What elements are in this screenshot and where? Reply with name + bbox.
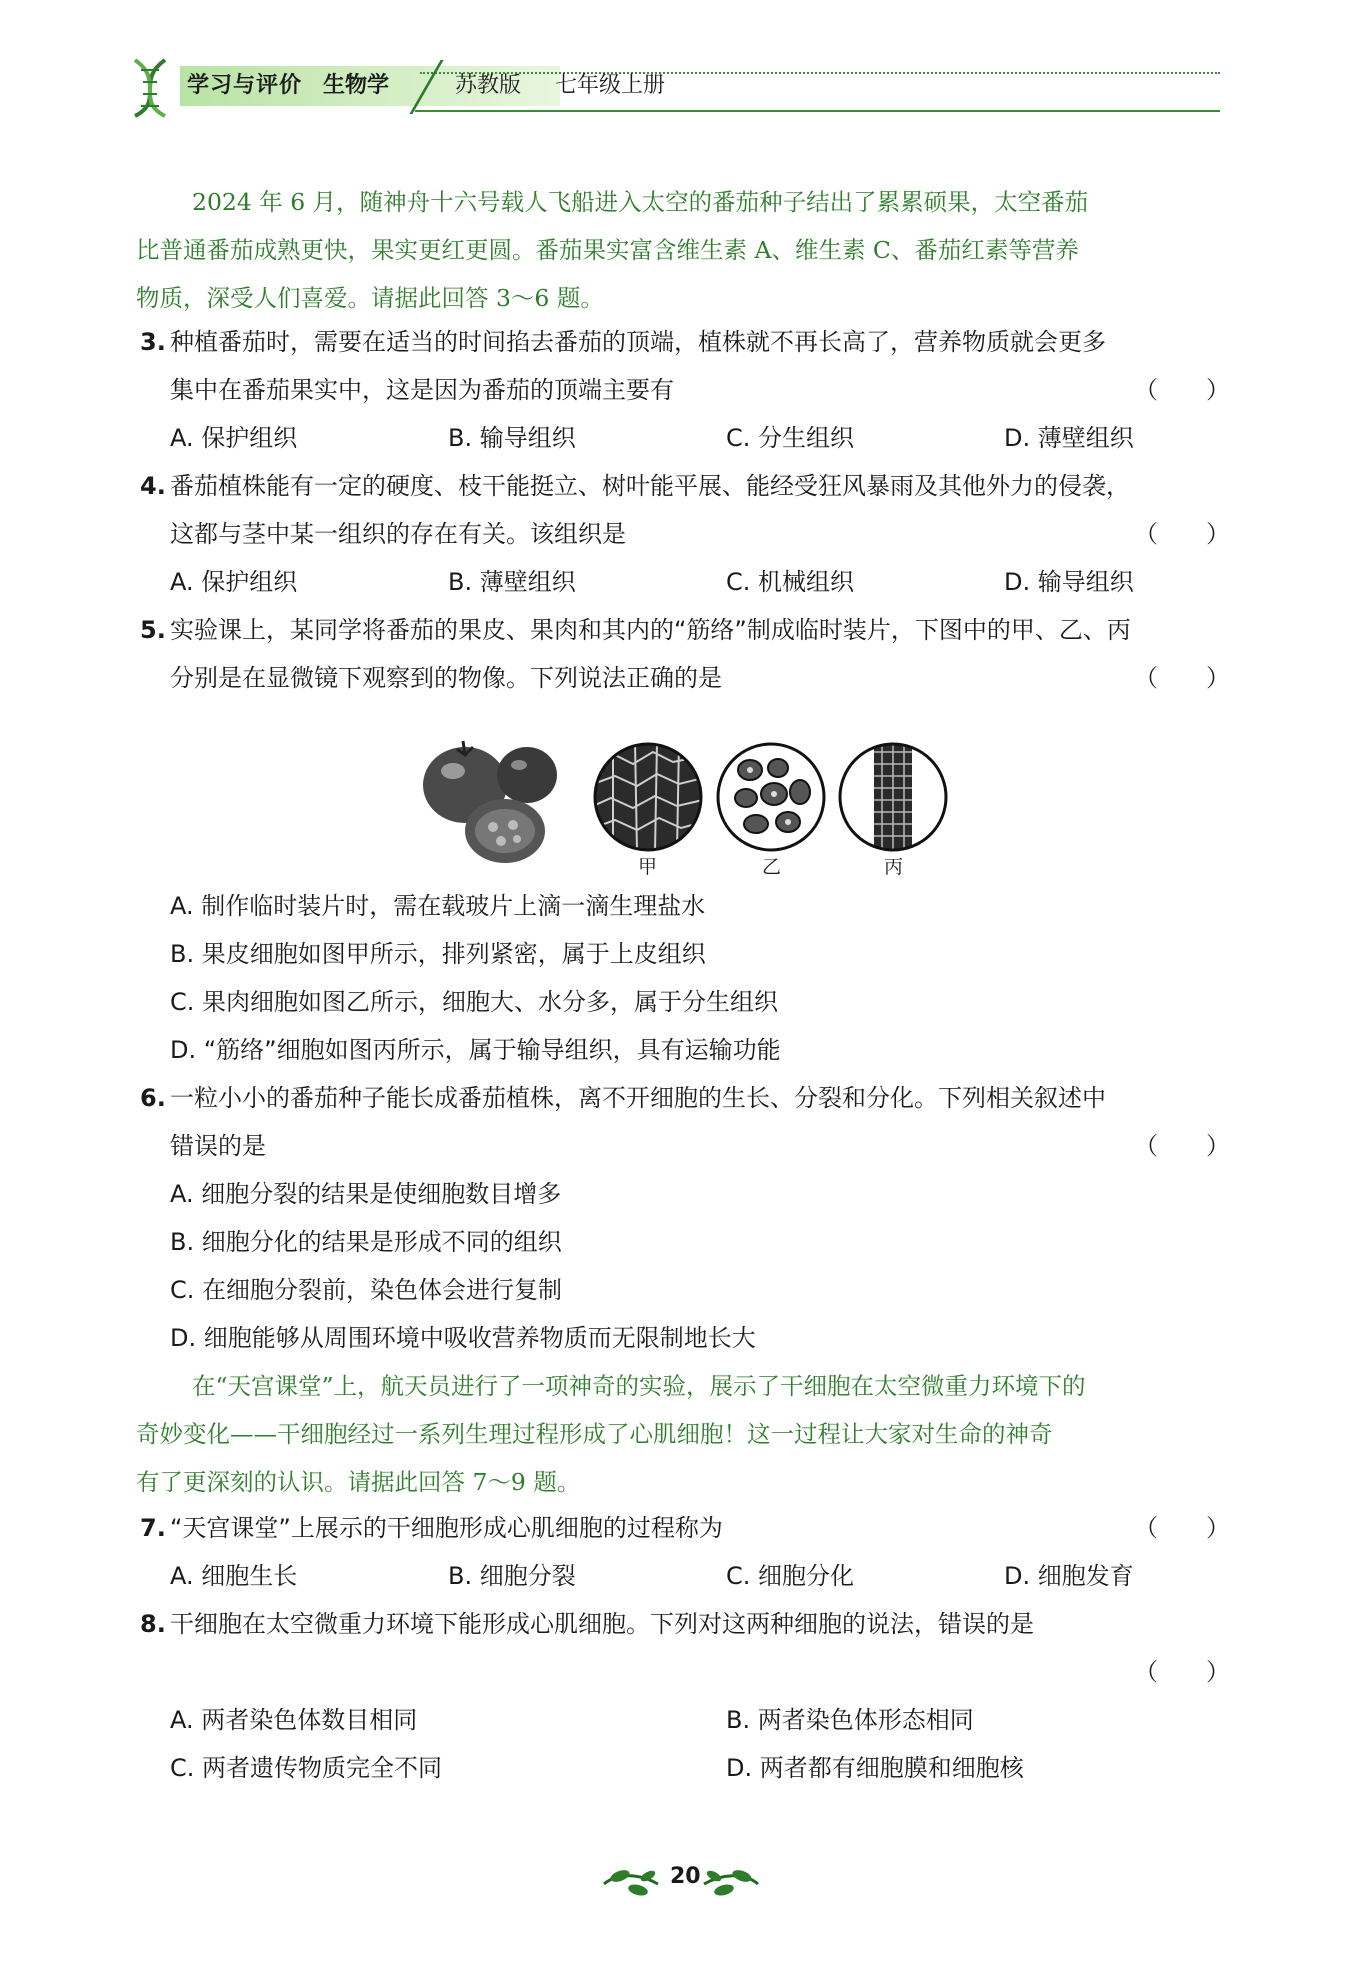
option-a[interactable]: A. 保护组织	[170, 424, 298, 452]
passage-line: 奇妙变化——干细胞经过一系列生理过程形成了心肌细胞！这一过程让大家对生命的神奇	[136, 1420, 1053, 1448]
options-7	[170, 1552, 1230, 1600]
option-d[interactable]: D. “筋络”细胞如图丙所示，属于输导组织，具有运输功能	[170, 1036, 781, 1064]
option-d[interactable]: D. 两者都有细胞膜和细胞核	[726, 1754, 1024, 1782]
edition-label: 苏教版	[455, 73, 522, 98]
option-d[interactable]: D. 输导组织	[1004, 568, 1134, 596]
passage-line: 在“天宫课堂”上，航天员进行了一项神奇的实验，展示了干细胞在太空微重力环境下的	[192, 1372, 1086, 1400]
question-number: 8.	[140, 1610, 166, 1638]
passage-line: 2024 年 6 月，随神舟十六号载人飞船进入太空的番茄种子结出了累累硕果，太空番茄	[192, 188, 1089, 216]
option-a[interactable]: A. 细胞分裂的结果是使细胞数目增多	[170, 1180, 562, 1208]
dna-helix-icon	[125, 56, 177, 118]
leaf-ornament-left-icon	[600, 1866, 662, 1896]
option-c[interactable]: C. 机械组织	[726, 568, 855, 596]
option-d[interactable]: D. 细胞发育	[1004, 1562, 1134, 1590]
option-c[interactable]: C. 在细胞分裂前，染色体会进行复制	[170, 1276, 563, 1304]
question-stem: “天宫课堂”上展示的干细胞形成心肌细胞的过程称为	[170, 1514, 723, 1542]
figure-label-jia: 甲	[638, 856, 658, 878]
option-b[interactable]: B. 细胞分化的结果是形成不同的组织	[170, 1228, 562, 1256]
figure-jia-epidermis	[593, 742, 703, 852]
question-number: 3.	[140, 328, 166, 356]
option-b[interactable]: B. 两者染色体形态相同	[726, 1706, 974, 1734]
page-footer	[600, 1860, 760, 1900]
passage-line: 物质，深受人们喜爱。请据此回答 3～6 题。	[136, 284, 604, 312]
subject-label: 生物学	[323, 73, 390, 98]
page-number: 20	[670, 1864, 701, 1889]
answer-bracket[interactable]: （ ）	[1134, 664, 1230, 692]
figure-bing-vessels	[838, 742, 948, 852]
question-number: 5.	[140, 616, 166, 644]
header-rule	[415, 110, 1220, 112]
answer-bracket[interactable]: （ ）	[1134, 1132, 1230, 1160]
question-stem: 种植番茄时，需要在适当的时间掐去番茄的顶端，植株就不再长高了，营养物质就会更多	[170, 328, 1106, 356]
question-8	[140, 1600, 1230, 1686]
grade-label: 七年级上册	[555, 73, 666, 98]
question-7	[140, 1504, 1230, 1552]
options-3	[170, 414, 1230, 462]
answer-bracket[interactable]: （ ）	[1134, 376, 1230, 404]
option-a[interactable]: A. 两者染色体数目相同	[170, 1706, 418, 1734]
answer-bracket[interactable]: （ ）	[1134, 1514, 1230, 1542]
option-b[interactable]: B. 果皮细胞如图甲所示，排列紧密，属于上皮组织	[170, 940, 706, 968]
answer-bracket[interactable]: （ ）	[1134, 1658, 1230, 1686]
page-header	[125, 52, 1225, 122]
option-d[interactable]: D. 细胞能够从周围环境中吸收营养物质而无限制地长大	[170, 1324, 756, 1352]
option-a[interactable]: A. 细胞生长	[170, 1562, 298, 1590]
option-b[interactable]: B. 细胞分裂	[448, 1562, 576, 1590]
question-5	[140, 606, 1230, 702]
question-3	[140, 318, 1230, 414]
question-number: 4.	[140, 472, 166, 500]
passage-line: 比普通番茄成熟更快，果实更红更圆。番茄果实富含维生素 A、维生素 C、番茄红素等营养	[136, 236, 1079, 264]
answer-bracket[interactable]: （ ）	[1134, 520, 1230, 548]
question-number: 7.	[140, 1514, 166, 1542]
book-title: 学习与评价	[187, 73, 303, 98]
option-c[interactable]: C. 细胞分化	[726, 1562, 855, 1590]
leaf-ornament-right-icon	[700, 1866, 762, 1896]
question-stem: 一粒小小的番茄种子能长成番茄植株，离不开细胞的生长、分裂和分化。下列相关叙述中	[170, 1084, 1106, 1112]
question-stem: 分别是在显微镜下观察到的物像。下列说法正确的是	[170, 664, 722, 692]
option-a[interactable]: A. 保护组织	[170, 568, 298, 596]
question-stem: 集中在番茄果实中，这是因为番茄的顶端主要有	[170, 376, 674, 404]
question-stem: 这都与茎中某一组织的存在有关。该组织是	[170, 520, 626, 548]
reading-passage-1	[136, 178, 1230, 322]
question-stem: 错误的是	[170, 1132, 266, 1160]
option-c[interactable]: C. 两者遗传物质完全不同	[170, 1754, 443, 1782]
header-dotted-line	[420, 72, 1220, 74]
options-4	[170, 558, 1230, 606]
figure-label-bing: 丙	[884, 856, 904, 878]
question-stem: 番茄植株能有一定的硬度、枝干能挺立、树叶能平展、能经受狂风暴雨及其他外力的侵袭，	[170, 472, 1130, 500]
reading-passage-2	[136, 1362, 1230, 1506]
option-b[interactable]: B. 输导组织	[448, 424, 576, 452]
option-a[interactable]: A. 制作临时装片时，需在载玻片上滴一滴生理盐水	[170, 892, 706, 920]
options-8-row1	[170, 1696, 1230, 1744]
options-8-row2	[170, 1744, 1230, 1792]
option-c[interactable]: C. 分生组织	[726, 424, 855, 452]
question-6	[140, 1074, 1230, 1170]
question-number: 6.	[140, 1084, 166, 1112]
question-4	[140, 462, 1230, 558]
option-c[interactable]: C. 果肉细胞如图乙所示，细胞大、水分多，属于分生组织	[170, 988, 779, 1016]
passage-line: 有了更深刻的认识。请据此回答 7～9 题。	[136, 1468, 581, 1496]
tomato-photo	[415, 735, 565, 865]
question-stem: 干细胞在太空微重力环境下能形成心肌细胞。下列对这两种细胞的说法，错误的是	[170, 1610, 1034, 1638]
figure-yi-pulp-cells	[716, 742, 826, 852]
option-b[interactable]: B. 薄壁组织	[448, 568, 576, 596]
question-stem: 实验课上，某同学将番茄的果皮、果肉和其内的“筋络”制成临时装片，下图中的甲、乙、丙	[170, 616, 1131, 644]
option-d[interactable]: D. 薄壁组织	[1004, 424, 1134, 452]
figure-label-yi: 乙	[762, 856, 782, 878]
